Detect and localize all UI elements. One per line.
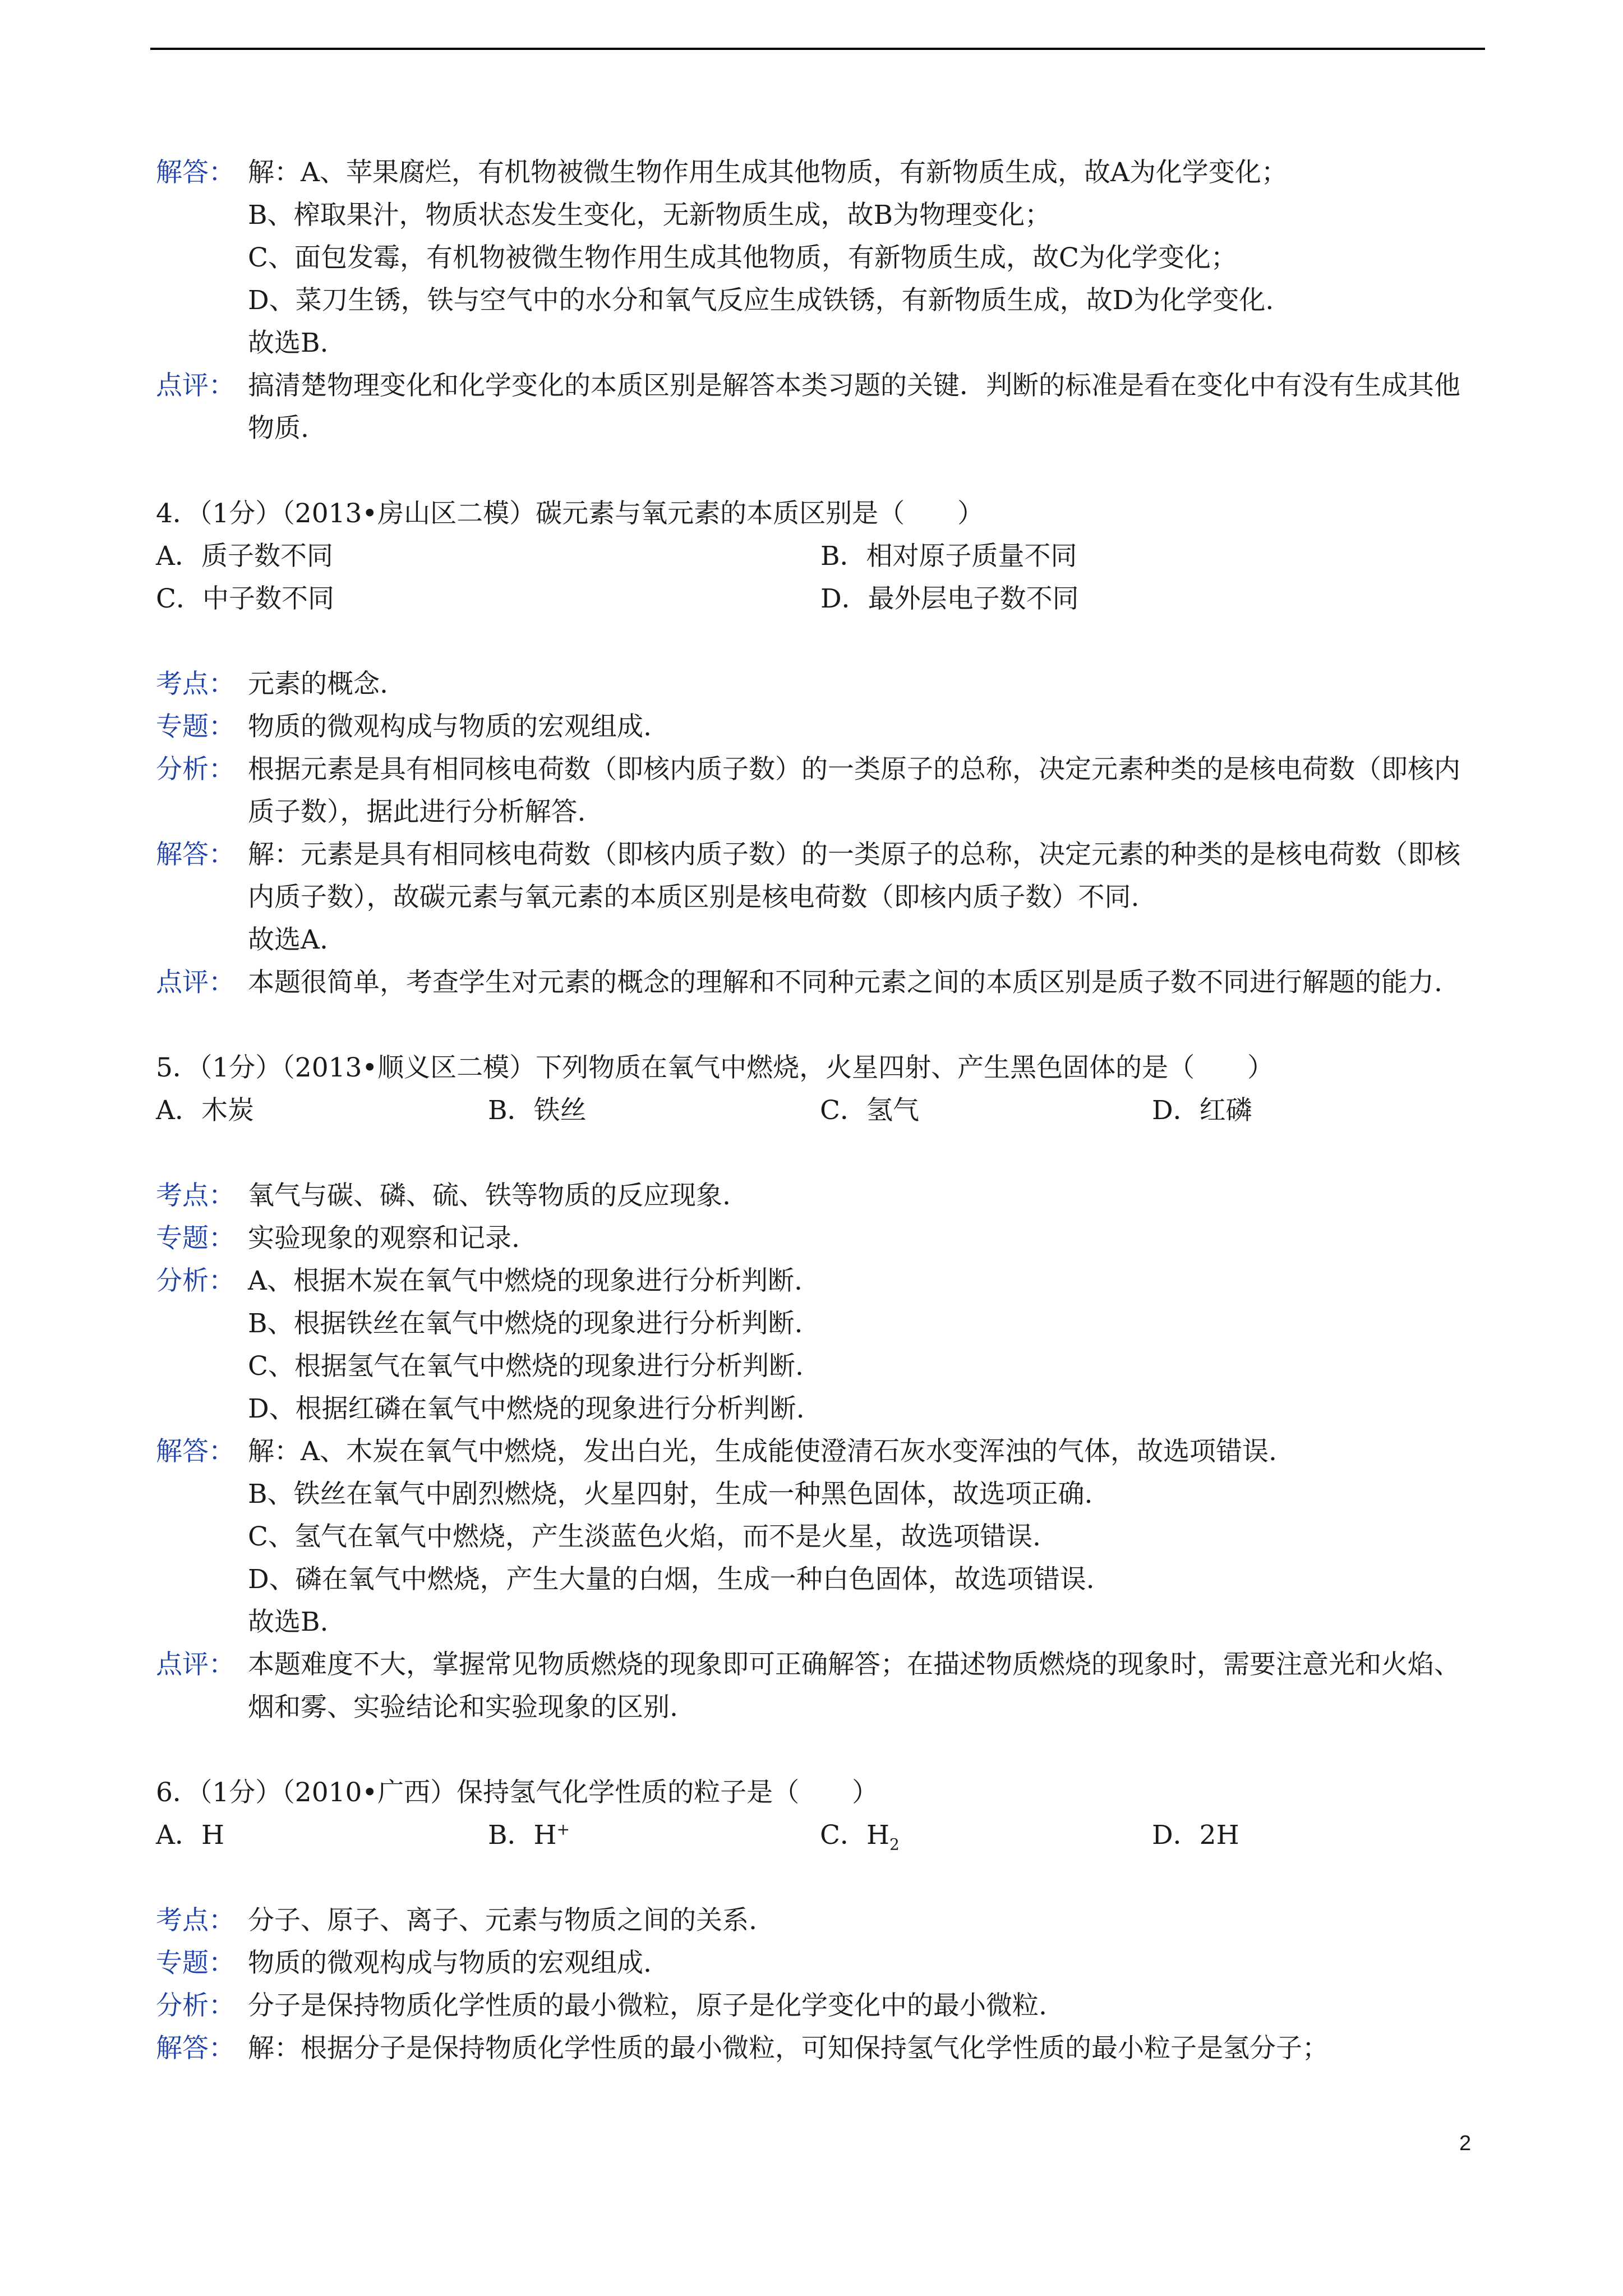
option-superscript: + [556, 1820, 570, 1839]
row-label: 解答： [156, 157, 235, 188]
row-label: 点评： [156, 1649, 235, 1680]
continuation-line: 故选B. [248, 1607, 329, 1637]
continuation-line: D、磷在氧气中燃烧，产生大量的白烟，生成一种白色固体，故选项错误. [248, 1564, 1095, 1595]
row-text: 解：A、木炭在氧气中燃烧，发出白光，生成能使澄清石灰水变浑浊的气体，故选项错误. [248, 1436, 1277, 1467]
continuation-line: B、根据铁丝在氧气中燃烧的现象进行分析判断. [248, 1308, 803, 1339]
answer-options [156, 535, 1485, 578]
row-text: 根据元素是具有相同核电荷数（即核内质子数）的一类原子的总称，决定元素种类的是核电荷数（即核内质子数），据此进行分析解答. [248, 754, 1460, 827]
page-number: 2 [1459, 2132, 1472, 2155]
labeled-row [156, 1430, 1485, 1473]
labeled-row [156, 834, 1485, 919]
answer-option [820, 1814, 1152, 1857]
answer-option: A．木炭 [156, 1095, 254, 1126]
labeled-row [156, 1260, 1485, 1303]
labeled-row [156, 706, 1485, 748]
labeled-row [156, 2027, 1485, 2070]
labeled-row [156, 1175, 1485, 1217]
row-text: 氧气与碳、磷、硫、铁等物质的反应现象. [248, 1180, 731, 1211]
question-stem: 6．（1分）（2010•广西）保持氢气化学性质的粒子是（ ） [156, 1777, 879, 1808]
row-text: 物质的微观构成与物质的宏观组成. [248, 711, 652, 742]
row-text: 本题难度不大，掌握常见物质燃烧的现象即可正确解答；在描述物质燃烧的现象时，需要注意光和火焰、烟和雾、实验结论和实验现象的区别. [248, 1649, 1460, 1723]
labeled-row [156, 1899, 1485, 1942]
option-text: C．H [820, 1820, 889, 1851]
row-label: 解答： [156, 2033, 235, 2064]
spacer [156, 620, 1485, 663]
row-label: 解答： [156, 1436, 235, 1467]
row-label: 考点： [156, 669, 235, 700]
row-text: 解：元素是具有相同核电荷数（即核内质子数）的一类原子的总称，决定元素的种类的是核电荷数（即核内质子数），故碳元素与氧元素的本质区别是核电荷数（即核内质子数）不同. [248, 839, 1460, 913]
labeled-row [156, 151, 1485, 194]
row-text: 本题很简单，考查学生对元素的概念的理解和不同种元素之间的本质区别是质子数不同进行解题的能力. [248, 967, 1442, 998]
row-label: 点评： [156, 370, 235, 401]
row-label: 分析： [156, 754, 235, 785]
row-label: 解答： [156, 839, 235, 870]
row-text: 解：A、苹果腐烂，有机物被微生物作用生成其他物质，有新物质生成，故A为化学变化； [248, 157, 1288, 188]
option-subscript: 2 [889, 1835, 900, 1854]
continuation-line: 故选A. [248, 924, 328, 955]
header-rule [150, 48, 1485, 50]
row-label: 分析： [156, 1990, 235, 2021]
continuation-line: 故选B. [248, 328, 329, 358]
answer-option: B．铁丝 [488, 1095, 587, 1126]
row-text: 分子是保持物质化学性质的最小微粒，原子是化学变化中的最小微粒. [248, 1990, 1047, 2021]
labeled-row [156, 1217, 1485, 1260]
labeled-row [156, 961, 1485, 1004]
row-label: 专题： [156, 1223, 235, 1254]
option-text: A．H [156, 1820, 224, 1851]
answer-options [156, 1814, 1485, 1857]
labeled-row [156, 1985, 1485, 2027]
document-content [156, 151, 1485, 2070]
continuation-line: B、榨取果汁，物质状态发生变化，无新物质生成，故B为物理变化； [248, 200, 1052, 231]
spacer [156, 450, 1485, 493]
continuation-line: D、菜刀生锈，铁与空气中的水分和氧气反应生成铁锈，有新物质生成，故D为化学变化. [248, 285, 1274, 316]
continuation-line: D、根据红磷在氧气中燃烧的现象进行分析判断. [248, 1393, 805, 1424]
answer-option: C．氢气 [820, 1095, 919, 1126]
option-text: B．H [488, 1820, 557, 1851]
answer-option: D．红磷 [1152, 1095, 1252, 1126]
labeled-row [156, 748, 1485, 834]
row-text: 搞清楚物理变化和化学变化的本质区别是解答本类习题的关键．判断的标准是看在变化中有没有生成其他物质. [248, 370, 1460, 444]
row-label: 分析： [156, 1266, 235, 1296]
answer-option: C．中子数不同 [156, 583, 334, 614]
labeled-row [156, 1644, 1485, 1729]
row-label: 点评： [156, 967, 235, 998]
spacer [156, 1729, 1485, 1772]
answer-options [156, 578, 1485, 620]
continuation-line: C、氢气在氧气中燃烧，产生淡蓝色火焰，而不是火星，故选项错误. [248, 1521, 1041, 1552]
answer-option: B．相对原子质量不同 [820, 541, 1077, 572]
row-label: 考点： [156, 1905, 235, 1936]
row-label: 专题： [156, 1948, 235, 1978]
question-stem: 4．（1分）（2013•房山区二模）碳元素与氧元素的本质区别是（ ） [156, 498, 984, 529]
answer-option [156, 1814, 488, 1857]
continuation-line: C、面包发霉，有机物被微生物作用生成其他物质，有新物质生成，故C为化学变化； [248, 242, 1237, 273]
continuation-line: C、根据氢气在氧气中燃烧的现象进行分析判断. [248, 1351, 804, 1382]
question-stem: 5．（1分）（2013•顺义区二模）下列物质在氧气中燃烧，火星四射、产生黑色固体的是（ ） [156, 1052, 1274, 1083]
labeled-row [156, 365, 1485, 450]
row-text: 实验现象的观察和记录. [248, 1223, 520, 1254]
labeled-row [156, 663, 1485, 706]
answer-options [156, 1089, 1485, 1132]
row-text: 解：根据分子是保持物质化学性质的最小微粒，可知保持氢气化学性质的最小粒子是氢分子； [248, 2033, 1329, 2064]
row-text: A、根据木炭在氧气中燃烧的现象进行分析判断. [248, 1266, 803, 1296]
row-text: 元素的概念. [248, 669, 388, 700]
row-text: 物质的微观构成与物质的宏观组成. [248, 1948, 652, 1978]
answer-option: D．最外层电子数不同 [820, 583, 1079, 614]
answer-option [1152, 1814, 1484, 1857]
spacer [156, 1132, 1485, 1175]
labeled-row [156, 1942, 1485, 1985]
answer-option [488, 1814, 820, 1857]
option-text: D．2H [1152, 1820, 1239, 1851]
row-label: 考点： [156, 1180, 235, 1211]
spacer [156, 1004, 1485, 1047]
continuation-line: B、铁丝在氧气中剧烈燃烧，火星四射，生成一种黑色固体，故选项正确. [248, 1479, 1093, 1510]
answer-option: A．质子数不同 [156, 541, 333, 572]
row-text: 分子、原子、离子、元素与物质之间的关系. [248, 1905, 757, 1936]
spacer [156, 1857, 1485, 1899]
row-label: 专题： [156, 711, 235, 742]
